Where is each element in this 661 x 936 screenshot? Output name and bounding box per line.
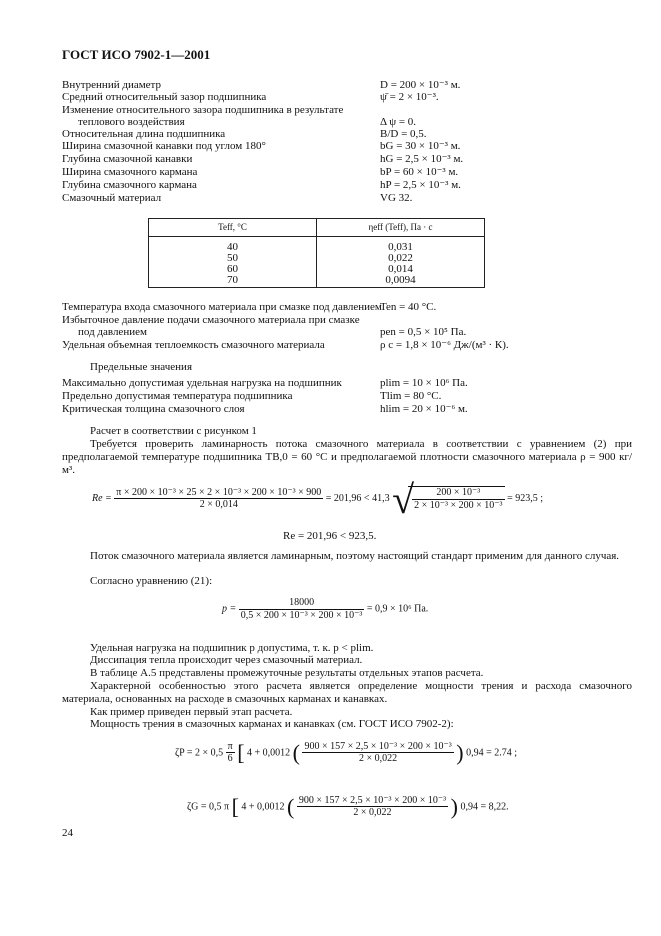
paren-open: ( — [292, 740, 300, 765]
equation-re: Re = $\frac{\text{π × 200 × 10⁻³ × 25 × 2 × 10⁻³ × 200 × 10⁻³ × 900}}{2 \times 0,014}$ = 201,96 < 41,3 √ $\frac{\text{200 × 10⁻³}}{\text{2 × 10⁻³ × 200 × 10⁻³}}$ = 923,5 ; — [92, 477, 543, 522]
table-cell: 0,0094 — [385, 274, 416, 286]
equation-p: p = $\frac{18000}{\text{0,5 × 200 × 10⁻³ × 200 × 10⁻³}}$ = 0,9 × 10⁶ Па. — [222, 597, 429, 621]
paragraph: Поток смазочного материала является ламинарным, поэтому настоящий стандарт применим для данного случая. — [90, 550, 620, 562]
viscosity-table — [148, 218, 485, 288]
paragraph: В таблице А.5 представлены промежуточные результаты отдельных этапов расчета. — [90, 667, 484, 679]
table-cell: 60 — [227, 263, 238, 275]
document-header: ГОСТ ИСО 7902-1—2001 — [62, 47, 211, 62]
table-cell: 70 — [227, 274, 238, 286]
paragraph: Как пример приведен первый этап расчета. — [90, 706, 293, 718]
paragraph: Диссипация тепла происходит через смазочный материал. — [90, 654, 363, 666]
table-header-temp: Teff, °C — [218, 222, 247, 232]
bracket-open: [ — [231, 794, 239, 819]
paren-close: ) — [450, 794, 458, 819]
fraction: $\frac{18000}{\text{0,5 × 200 × 10⁻³ × 200 × 10⁻³}}$ — [240, 597, 363, 621]
equation-zeta-g: ζG = 0,5 π [ 4 + 0,0012 ( $\frac{\text{900 × 157 × 2,5 × 10⁻³ × 200 × 10⁻³}}{2 \times 0,022}$ ) 0,94 = 8,22. — [187, 794, 509, 819]
calc-title: Расчет в соответствии с рисунком 1 — [90, 425, 257, 437]
square-root: √ $\frac{\text{200 × 10⁻³}}{\text{2 × 10⁻³ × 200 × 10⁻³}}$ — [392, 477, 503, 522]
table-cell: 0,031 — [388, 241, 413, 253]
fraction: $\frac{\text{900 × 157 × 2,5 × 10⁻³ × 200 × 10⁻³}}{2 \times 0,022}$ — [304, 740, 452, 765]
equation-zeta-p: ζP = 2 × 0,5 $\frac{\pi}{6}$ [ 4 + 0,0012 ( $\frac{\text{900 × 157 × 2,5 × 10⁻³ × 200 × 10⁻³}}{2 \times 0,022}$ ) 0,94 = 2.74 ; — [175, 740, 517, 765]
paragraph: Согласно уравнению (21): — [90, 575, 213, 587]
limits-title: Предельные значения — [90, 361, 192, 373]
table-header-viscosity: ηeff (Teff), Па · с — [368, 222, 433, 232]
fraction: $\frac{\text{900 × 157 × 2,5 × 10⁻³ × 200 × 10⁻³}}{2 \times 0,022}$ — [298, 794, 447, 819]
paragraph: Удельная нагрузка на подшипник p допустима, т. к. p < plim. — [90, 642, 374, 654]
paragraph: Мощность трения в смазочных карманах и канавках (см. ГОСТ ИСО 7902-2): — [90, 718, 454, 730]
fraction: $\frac{\text{π × 200 × 10⁻³ × 25 × 2 × 10⁻³ × 200 × 10⁻³ × 900}}{2 \times 0,014}$ — [116, 486, 322, 511]
table-cell: 40 — [227, 241, 238, 253]
sqrt-icon: √ — [392, 477, 415, 522]
bracket-open: [ — [237, 740, 245, 765]
table-divider — [149, 236, 484, 237]
table-cell: 0,022 — [388, 252, 413, 264]
paragraph: Требуется проверить ламинарность потока смазочного материала в соответствии с уравнением (2) при предполагаемой температуре подшипника TB,0 = 60 °C и предполагаемой плотности смазочного материала ρ = 900 кг/м³. — [62, 438, 632, 477]
paren-close: ) — [456, 740, 464, 765]
paragraph: Характерной особенностью этого расчета является определение мощности трения и расхода смазочного материала, основанных на расходе в смазочных карманах и канавках. — [62, 680, 632, 706]
page-number: 24 — [62, 827, 73, 839]
table-cell: 0,014 — [388, 263, 413, 275]
paren-open: ( — [287, 794, 295, 819]
fraction: $\frac{\pi}{6}$ — [227, 740, 233, 765]
table-cell: 50 — [227, 252, 238, 264]
equation-re-compare: Re = 201,96 < 923,5. — [283, 530, 377, 542]
